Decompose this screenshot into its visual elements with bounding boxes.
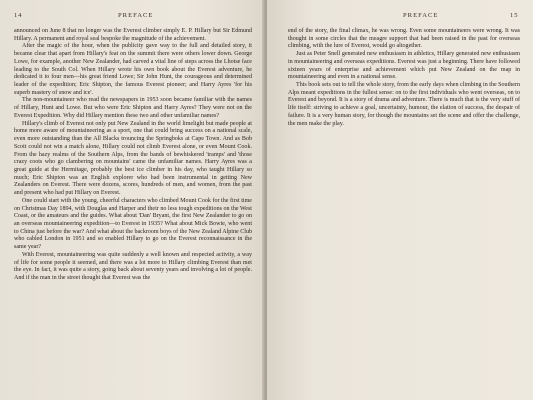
- page-number: 14: [14, 12, 23, 19]
- paragraph: The non-mountaineer who read the newspapers in 1953 soon became familiar with the names of Hillary, Hunt and Lowe. But who were Eric Shipton and Harry Ayres? They were not on the Everest Expedition. Why did Hillary mention these two and other unfamiliar names?: [14, 97, 252, 119]
- paragraph: After the magic of the hour, when the publicity gave way to the full and detailed story, it became clear that apart from Hillary's feat on the summit there were others lower down. George Lowe, for example, another New Zealander, had carved a vital line of steps across the Lhotse face leading to the South Col. When Hillary wrote his own book about the Everest adventure, he dedicated it to four men—his great friend Lowe; Sir John Hunt, the courageous and determined leader of the expedition; Eric Shipton, the famous Everest pioneer; and Harry Ayres 'for his superb mastery of snow and ice'.: [14, 43, 252, 96]
- paragraph: announced on June 8 that no longer was the Everest climber simply E. P. Hillary but Sir Edmund Hillary. A permanent and royal seal bespoke the magnitude of the achievement.: [14, 28, 252, 42]
- paragraph: One could start with the young, cheerful characters who climbed Mount Cook for the first time on Christmas Day 1894, with Douglas and Harper and their no less tough expeditions on the West Coast, or the amateurs and the guides. What about 'Dan' Bryant, the first New Zealander to go on an overseas mountaineering expedition—to Everest in 1935? What about Mick Bowie, who went to China just before the war? And what about the backroom boys of the New Zealand Alpine Club who cabled London in 1951 and so enabled Hillary to go on the Everest reconnaissance in the same year?: [14, 197, 252, 251]
- page-number: 15: [510, 12, 519, 19]
- paragraph: Hillary's climb of Everest not only put New Zealand in the world limelight but made people at home more aware of mountaineering as a sport, one that could bring success on a national scale, even more outstanding than the All Blacks trouncing the Springboks at Cape Town. And as Bob Scott could not win a match alone, Hillary could not climb Everest alone, or even Mount Cook. From the hazy realms of the Southern Alps, from the bands of bewhiskered 'tramps' and 'those crazy coots who go clambering on mountains' came the unfamiliar names. Harry Ayres was a great guide at the Hermitage, probably the best ice climber in his day, who taught Hillary so much; Eric Shipton was an English explorer who had been instrumental in getting New Zealanders on Everest. There were dozens, scores, hundreds of men, and women, from the past and present who had put Hillary on Everest.: [14, 120, 252, 197]
- paragraph: With Everest, mountaineering was quite suddenly a well known and respected activity, a way of life for some people it seemed, and there was a lot more to Hillary climbing Everest than met the eye. In fact, it was quite a story, going back about seventy years and involving a lot of people. And if the man in the street thought that Everest was the: [14, 251, 252, 281]
- body-text: [14, 28, 252, 283]
- running-head: PREFACE: [118, 12, 154, 19]
- body-text: [288, 28, 520, 128]
- paragraph: Just as Peter Snell generated new enthusiasm in athletics, Hillary generated new enthusiasm in mountaineering and overseas expeditions. Everest was just a beginning. There have followed sixteen years of enterprise and achievement which put New Zealand on the map in mountaineering and even in a national sense.: [288, 51, 520, 81]
- running-head: PREFACE: [403, 12, 439, 19]
- right-page: [267, 0, 533, 400]
- paragraph: This book sets out to tell the whole story, from the early days when climbing in the Southern Alps meant expeditions in the fullest sense: on to the first individuals who went overseas, on to Everest and beyond. It is a story of drama and adventure. There is much that is the very stuff of life itself: striving to achieve a goal, uncertainty, humour, the elation of success, the despair of failure. It is a very human story, for though the mountains set the scene and offer the challenge, the men make the play.: [288, 82, 520, 127]
- left-page: [0, 0, 265, 400]
- paragraph: end of the story, the final climax, he was wrong. Even some mountaineers were wrong. It was thought in some circles that the meagre support that had been raised in the past for overseas climbing, with the lure of Everest, would go altogether.: [288, 28, 520, 50]
